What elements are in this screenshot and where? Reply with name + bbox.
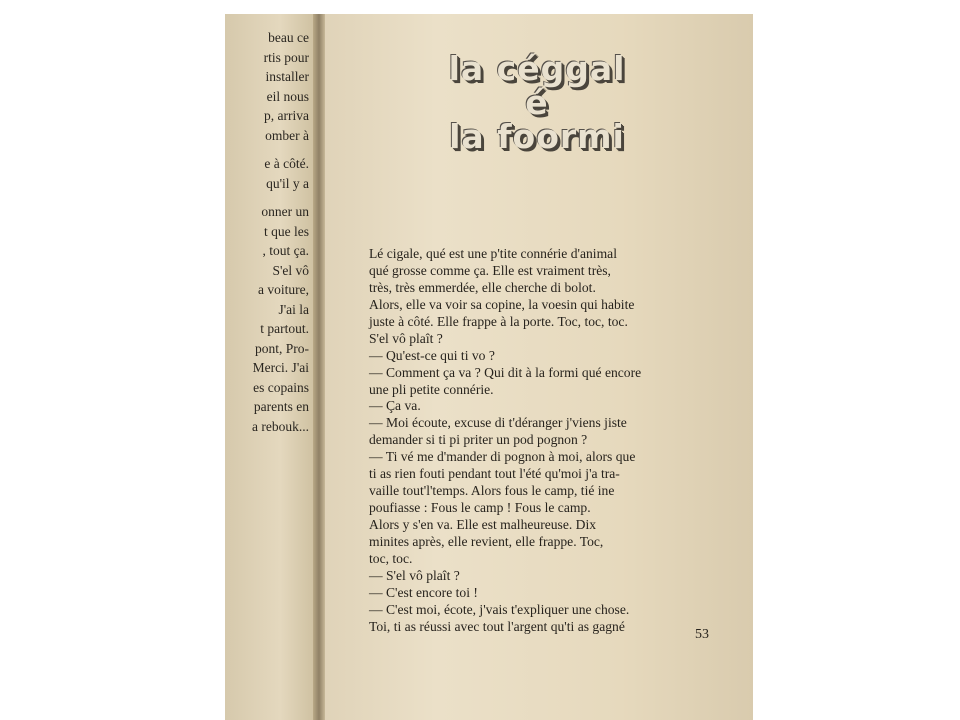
- title-line: é: [525, 83, 549, 122]
- left-page-line: beau ce: [268, 30, 309, 45]
- body-line: — Ti vé me d'mander di pognon à moi, alors que: [369, 449, 636, 465]
- left-page-line: rtis pour: [263, 49, 309, 65]
- body-line: — Comment ça va ? Qui dit à la formi qué encore: [369, 364, 642, 380]
- left-page-line: a voiture,: [258, 282, 309, 297]
- body-line: ti as rien fouti pendant tout l'été qu'moi j'a tra-: [369, 466, 620, 482]
- left-page-line: Merci. J'ai: [252, 360, 309, 375]
- right-page: [325, 14, 753, 720]
- book-gutter: [313, 14, 325, 720]
- body-line: poufiasse : Fous le camp ! Fous le camp.: [369, 500, 591, 516]
- paragraph-gap: [225, 145, 309, 154]
- chapter-body-text: [369, 246, 711, 636]
- body-line: — Moi écoute, excuse di t'déranger j'viens jiste: [369, 415, 627, 431]
- left-page-line: pont, Pro-: [255, 340, 309, 356]
- left-page-line: parents en: [253, 399, 309, 414]
- chapter-title: [417, 49, 657, 156]
- paragraph-gap: [225, 193, 309, 202]
- body-line: qué grosse comme ça. Elle est vraiment très,: [369, 262, 611, 278]
- body-line: — C'est encore toi !: [369, 584, 478, 600]
- left-page-line: , tout ça.: [262, 243, 309, 258]
- left-page-line: onner un: [261, 204, 309, 219]
- body-line: juste à côté. Elle frappe à la porte. Toc, toc, toc.: [369, 313, 628, 329]
- left-page-line: p, arriva: [264, 108, 309, 123]
- body-line: toc, toc.: [369, 550, 413, 566]
- body-line: Alors y s'en va. Elle est malheureuse. Dix: [369, 517, 597, 532]
- left-page-line: es copains: [253, 379, 309, 395]
- body-line: Toi, ti as réussi avec tout l'argent qu'ti as gagné: [369, 618, 625, 634]
- body-line: Alors, elle va voir sa copine, la voesin qui habite: [369, 296, 635, 312]
- body-line: S'el vô plaît ?: [369, 330, 443, 346]
- body-line: — Qu'est-ce qui ti vo ?: [369, 347, 495, 363]
- body-line: très, très emmerdée, elle cherche di bolot.: [369, 279, 596, 295]
- title-line: la céggal: [448, 49, 626, 88]
- left-page-line: J'ai la: [278, 301, 309, 317]
- left-page-line: t partout.: [260, 321, 309, 336]
- left-page: [225, 14, 317, 720]
- left-page-line: a rebouk...: [252, 418, 309, 434]
- left-page-line: installer: [265, 69, 309, 84]
- body-line: — S'el vô plaît ?: [369, 567, 460, 583]
- left-page-text: [225, 28, 309, 436]
- left-page-line: e à côté.: [264, 156, 309, 171]
- body-line: — Ça va.: [369, 398, 421, 414]
- body-line: vaille tout'l'temps. Alors fous le camp, tié ine: [369, 483, 615, 499]
- body-line: minites après, elle revient, elle frappe. Toc,: [369, 533, 604, 549]
- left-page-line: eil nous: [266, 88, 309, 104]
- page-number: 53: [695, 627, 709, 642]
- body-line: Lé cigale, qué est une p'tite connérie d'animal: [369, 246, 617, 261]
- title-line: la foormi: [449, 117, 625, 156]
- body-line: demander si ti pi priter un pod pognon ?: [369, 432, 588, 448]
- body-line: une pli petite connérie.: [369, 381, 494, 397]
- body-line: — C'est moi, écote, j'vais t'expliquer une chose.: [369, 601, 630, 617]
- left-page-line: qu'il y a: [266, 175, 309, 191]
- left-page-line: omber à: [265, 127, 309, 143]
- left-page-line: t que les: [264, 223, 309, 239]
- book-photo: [225, 14, 753, 720]
- left-page-line: S'el vô: [272, 262, 309, 278]
